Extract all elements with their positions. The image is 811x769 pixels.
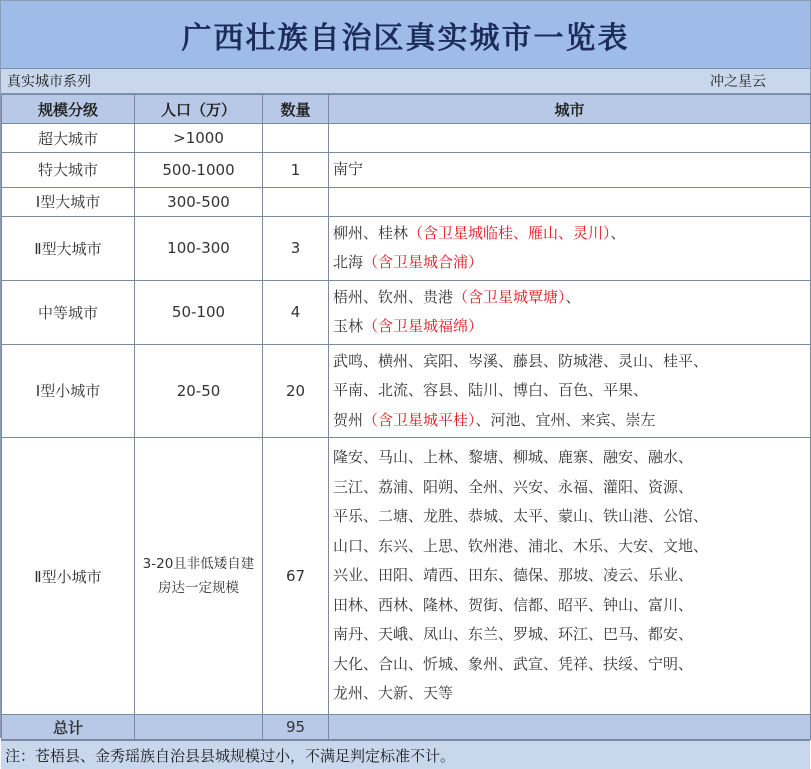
table-row — [2, 216, 811, 280]
count-cell — [263, 187, 329, 216]
population-cell: 3-20且非低矮自建房达一定规模 — [135, 438, 263, 715]
city-line — [333, 283, 806, 313]
table-row — [2, 344, 811, 438]
total-empty-cell — [135, 715, 263, 740]
satellite-city-note: （含卫星城平桂） — [363, 410, 476, 429]
population-cell: 20-50 — [135, 344, 263, 438]
city-names: 、 — [565, 287, 581, 306]
city-names: 、 — [610, 223, 626, 242]
city-names: 隆安、马山、上林、黎塘、柳城、鹿寨、融安、融水、 — [333, 448, 694, 467]
cities-cell — [329, 438, 811, 715]
population-cell: 300-500 — [135, 187, 263, 216]
header-cities: 城市 — [329, 95, 811, 124]
cities-cell — [329, 216, 811, 280]
city-names: 兴业、田阳、靖西、田东、德保、那坡、凌云、乐业、 — [333, 566, 694, 585]
city-names: 山口、东兴、上思、钦州港、浦北、木乐、大安、文地、 — [333, 536, 709, 555]
header-count: 数量 — [263, 95, 329, 124]
total-row — [2, 715, 811, 740]
city-line — [333, 406, 806, 436]
city-names: 玉林 — [333, 317, 364, 335]
count-cell: 20 — [263, 344, 329, 438]
count-cell: 67 — [263, 438, 329, 715]
scale-cell: Ⅱ型小城市 — [2, 438, 135, 715]
author-label: 冲之星云 — [710, 74, 766, 90]
city-names: 三江、荔浦、阳朔、全州、兴安、永福、灌阳、资源、 — [333, 477, 694, 496]
city-names: 贺州 — [333, 410, 364, 429]
population-cell: >1000 — [135, 124, 263, 153]
satellite-city-note: （含卫星城临桂、雁山、灵川） — [408, 223, 611, 242]
city-names: 田林、西林、隆林、贺街、信都、昭平、钟山、富川、 — [333, 595, 694, 614]
count-cell: 1 — [263, 153, 329, 188]
population-cell: 100-300 — [135, 216, 263, 280]
table-row — [2, 124, 811, 153]
city-line — [333, 561, 806, 591]
city-line — [333, 347, 806, 377]
total-empty-cell — [329, 715, 811, 740]
city-line — [333, 591, 806, 621]
population-cell: 500-1000 — [135, 153, 263, 188]
scale-cell: Ⅰ型小城市 — [2, 344, 135, 438]
city-table — [1, 94, 811, 740]
city-line — [333, 248, 806, 278]
population-cell: 50-100 — [135, 280, 263, 344]
city-line — [333, 443, 806, 473]
subtitle-bar — [1, 69, 810, 94]
cities-cell — [329, 153, 811, 188]
scale-cell: 特大城市 — [2, 153, 135, 188]
header-scale: 规模分级 — [2, 95, 135, 124]
table-row — [2, 280, 811, 344]
city-line — [333, 312, 806, 342]
city-names: 龙州、大新、天等 — [333, 684, 454, 703]
page-title: 广西壮族自治区真实城市一览表 — [1, 1, 810, 69]
city-names: 平南、北流、容县、陆川、博白、百色、平果、 — [333, 381, 649, 399]
city-names: 柳州、桂林 — [333, 223, 409, 242]
satellite-city-note: （含卫星城覃塘） — [453, 287, 566, 306]
count-cell: 4 — [263, 280, 329, 344]
city-names: 南丹、天峨、凤山、东兰、罗城、环江、巴马、都安、 — [333, 625, 694, 644]
city-names: 北海 — [333, 253, 364, 271]
count-cell — [263, 124, 329, 153]
city-names: 南宁 — [333, 160, 364, 178]
city-line — [333, 155, 806, 185]
cities-cell — [329, 344, 811, 438]
city-names: 大化、合山、忻城、象州、武宣、凭祥、扶绥、宁明、 — [333, 654, 694, 673]
city-line — [333, 473, 806, 503]
scale-cell: Ⅰ型大城市 — [2, 187, 135, 216]
total-count: 95 — [263, 715, 329, 740]
series-label: 真实城市系列 — [7, 74, 91, 90]
satellite-city-note: （含卫星城福绵） — [363, 317, 484, 335]
city-line — [333, 219, 806, 249]
city-line — [333, 532, 806, 562]
city-names: 平乐、二塘、龙胜、恭城、太平、蒙山、铁山港、公馆、 — [333, 507, 709, 526]
header-population: 人口（万） — [135, 95, 263, 124]
table-row — [2, 153, 811, 188]
city-line — [333, 620, 806, 650]
cities-cell — [329, 280, 811, 344]
satellite-city-note: （含卫星城合浦） — [363, 253, 484, 271]
footnote: 注：苍梧县、金秀瑶族自治县县城规模过小，不满足判定标准不计。 — [1, 740, 810, 769]
scale-cell: Ⅱ型大城市 — [2, 216, 135, 280]
city-line — [333, 376, 806, 406]
city-names: 、河池、宜州、来宾、崇左 — [475, 410, 656, 429]
cities-cell — [329, 124, 811, 153]
cities-cell — [329, 187, 811, 216]
scale-cell: 中等城市 — [2, 280, 135, 344]
total-label: 总计 — [2, 715, 135, 740]
city-names: 梧州、钦州、贵港 — [333, 287, 454, 306]
count-cell: 3 — [263, 216, 329, 280]
city-line — [333, 502, 806, 532]
table-row — [2, 187, 811, 216]
city-line — [333, 650, 806, 680]
city-names: 武鸣、横州、宾阳、岑溪、藤县、防城港、灵山、桂平、 — [333, 351, 709, 370]
scale-cell: 超大城市 — [2, 124, 135, 153]
city-line — [333, 679, 806, 709]
table-row — [2, 438, 811, 715]
